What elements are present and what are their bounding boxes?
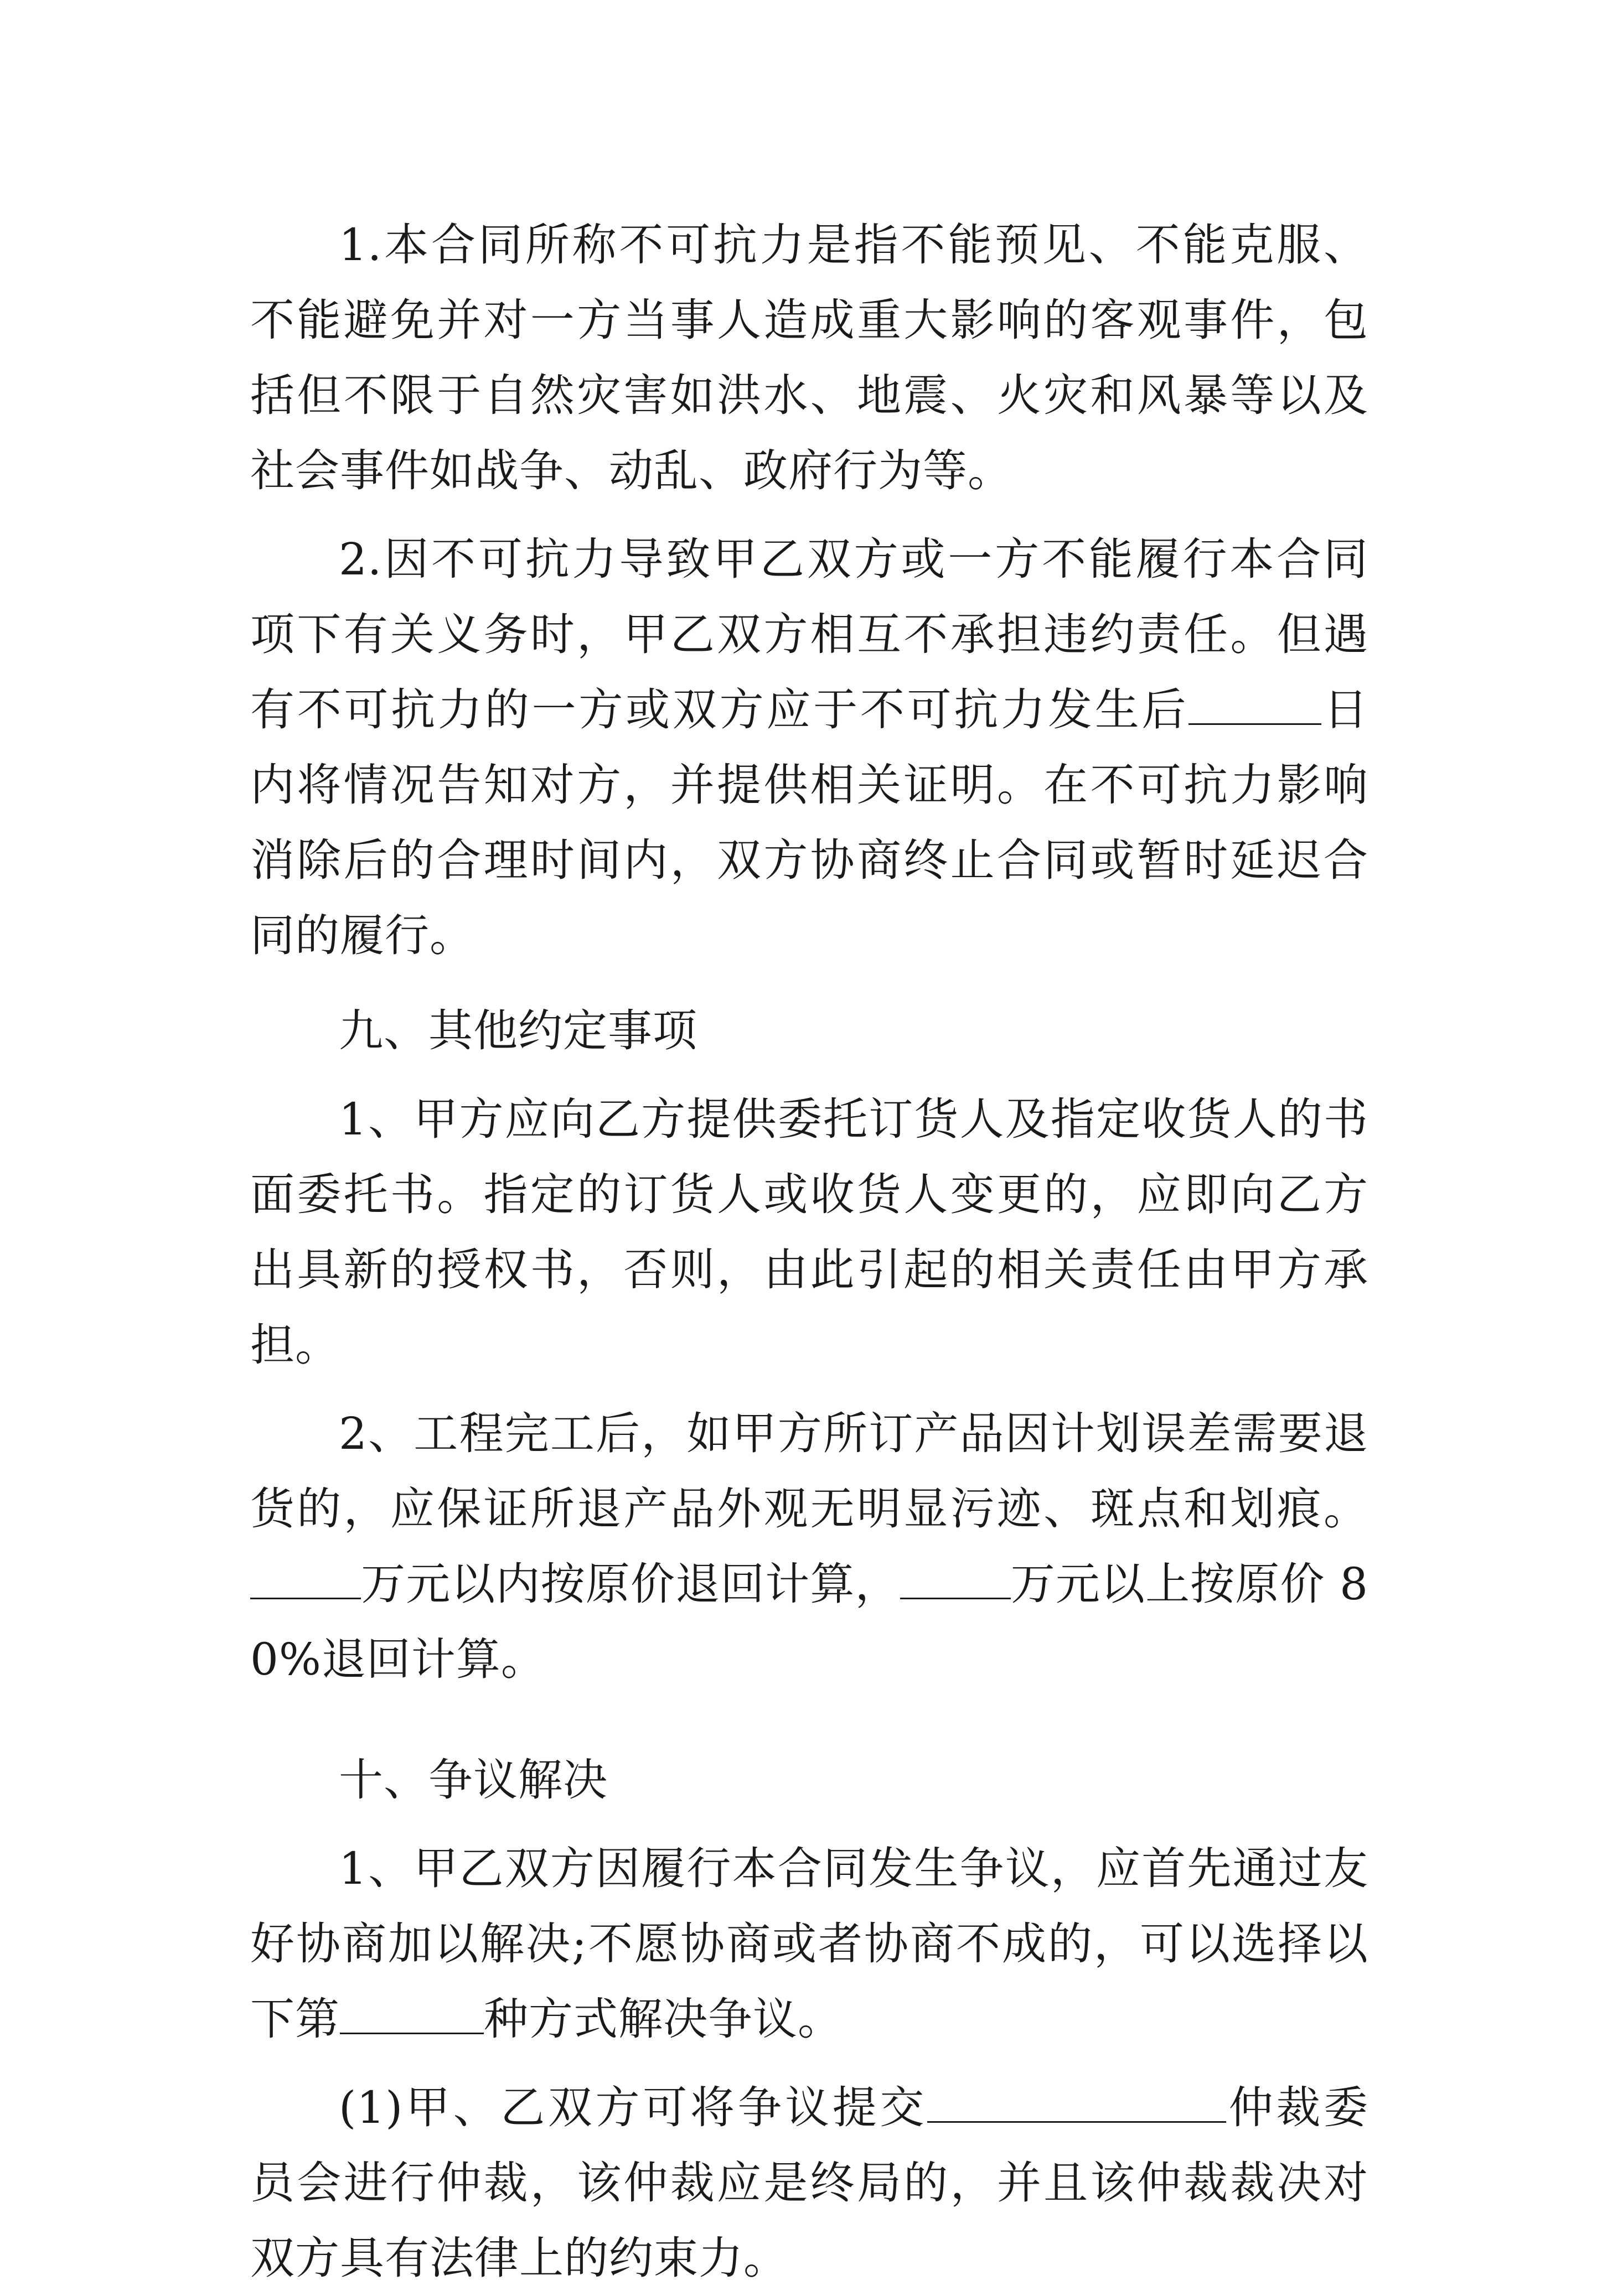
method-number-blank-field[interactable] — [340, 1995, 484, 2034]
paragraph-text: (1)甲、乙双方可将争议提交 — [339, 2082, 928, 2133]
arbitration-commission-blank-field[interactable] — [927, 2083, 1226, 2123]
paragraph-text: 万元以内按原价退回计算， — [361, 1558, 900, 1610]
heading-text: 十、争议解决 — [339, 1754, 608, 1806]
section-heading-other-matters — [250, 993, 1368, 1069]
section-heading-dispute-resolution — [250, 1743, 1368, 1818]
return-goods-paragraph — [250, 1396, 1368, 1697]
paragraph-text: 2.因不可抗力导致甲乙双方或一方不能履行本合同项下有关义务时，甲乙双方相互不承担违约责任。但遇有不可抗力的一方或双方应于不可抗力发生后 — [250, 533, 1368, 735]
paragraph-text: 仲裁委员会进行仲裁，该仲裁应是终局的，并且该仲裁裁决对双方具有法律上的约束力。 — [250, 2082, 1368, 2284]
paragraph-text: 1.本合同所称不可抗力是指不能预见、不能克服、不能避免并对一方当事人造成重大影响的客观事件，包括但不限于自然灾害如洪水、地震、火灾和风暴等以及社会事件如战争、动乱、政府行为等。 — [250, 219, 1368, 496]
dispute-negotiation-paragraph — [250, 1831, 1368, 2057]
heading-text: 九、其他约定事项 — [339, 1005, 697, 1056]
force-majeure-liability-paragraph — [250, 522, 1368, 973]
amount-over-blank-field[interactable] — [900, 1560, 1011, 1599]
paragraph-text: 1、甲方应向乙方提供委托订货人及指定收货人的书面委托书。指定的订货人或收货人变更的，应即向乙方出具新的授权书，否则，由此引起的相关责任由甲方承担。 — [250, 1093, 1368, 1371]
paragraph-text: 2、工程完工后，如甲方所订产品因计划误差需要退货的，应保证所退产品外观无明显污迹、斑点和划痕。 — [250, 1408, 1368, 1535]
paragraph-text: 万元以上按原价 80%退回计算。 — [250, 1558, 1368, 1685]
paragraph-text: 种方式解决争议。 — [484, 1993, 843, 2045]
power-of-attorney-paragraph — [250, 1082, 1368, 1383]
paragraph-text: 日内将情况告知对方，并提供相关证明。在不可抗力影响消除后的合理时间内，双方协商终止合同或暂时延迟合同的履行。 — [250, 684, 1369, 961]
document-page — [250, 208, 1368, 2296]
amount-limit-blank-field[interactable] — [250, 1560, 361, 1599]
days-blank-field[interactable] — [1188, 686, 1321, 725]
force-majeure-definition-paragraph — [250, 208, 1368, 509]
arbitration-paragraph — [250, 2070, 1368, 2296]
paragraph-text: 1、甲乙双方因履行本合同发生争议，应首先通过友好协商加以解决;不愿协商或者协商不成的，可以选择以下第 — [250, 1843, 1368, 2045]
